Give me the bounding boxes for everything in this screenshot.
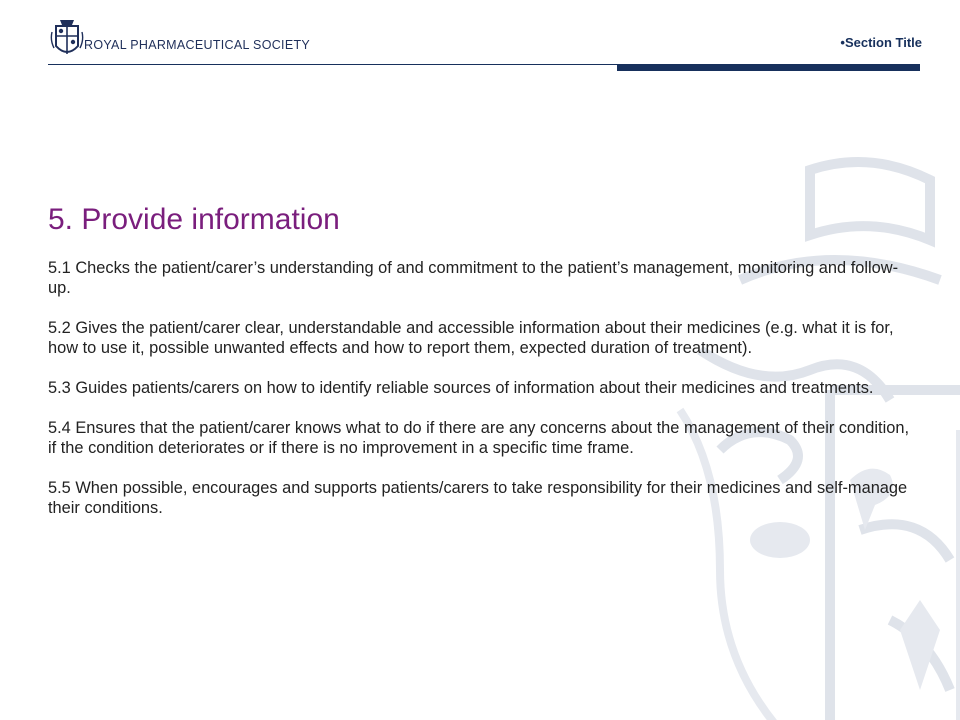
header-accent-bar [617, 65, 920, 71]
logo-text: ROYAL PHARMACEUTICAL SOCIETY [84, 38, 311, 52]
paragraph-5-5: 5.5 When possible, encourages and supports patients/carers to take responsibility for their medicines and self-manage their conditions. [48, 479, 908, 517]
paragraph-5-4: 5.4 Ensures that the patient/carer knows what to do if there are any concerns about the management of their condition, if the condition deteriorates or if there is no improvement in a specific time frame. [48, 419, 910, 457]
paragraph-5-1: 5.1 Checks the patient/carer’s understanding of and commitment to the patient’s management, monitoring and follow-up. [48, 259, 899, 297]
section-title: •Section Title [840, 35, 922, 50]
slide-body [48, 258, 920, 538]
paragraph-5-3: 5.3 Guides patients/carers on how to identify reliable sources of information about their medicines and treatments. [48, 379, 874, 397]
slide-title: 5. Provide information [48, 203, 340, 236]
rps-crest-logo-icon [50, 18, 84, 62]
paragraph-5-2: 5.2 Gives the patient/carer clear, understandable and accessible information about their medicines (e.g. what it is for, how to use it, possible unwanted effects and how to report them, expected duration of treatment). [48, 319, 894, 357]
